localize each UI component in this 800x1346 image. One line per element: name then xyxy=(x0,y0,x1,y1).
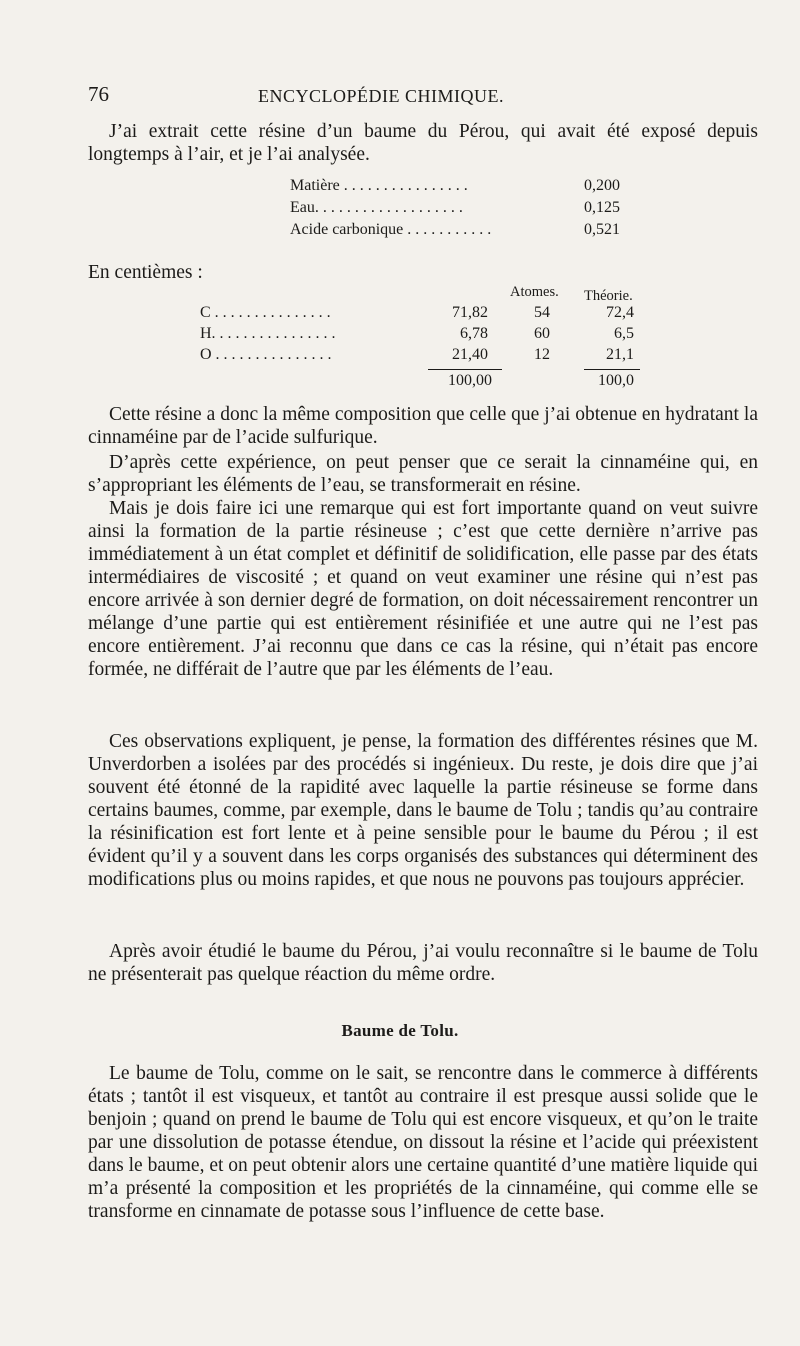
analysis-row-label: Eau. . . . . . . . . . . . . . . . . . . xyxy=(290,199,463,216)
column-header-theory: Théorie. xyxy=(584,288,633,304)
element-label: O . . . . . . . . . . . . . . . xyxy=(200,346,332,363)
found-value: 71,82 xyxy=(452,304,488,321)
body-paragraph: D’après cette expérience, on peut penser que ce serait la cinnaméine qui, en s’appropriant les éléments de l’eau, se transformerait en résine. xyxy=(88,452,758,496)
element-label: H. . . . . . . . . . . . . . . . xyxy=(200,325,336,342)
composition-totals xyxy=(200,372,640,393)
running-title: ENCYCLOPÉDIE CHIMIQUE. xyxy=(258,86,504,106)
sum-rule xyxy=(584,369,640,370)
analysis-row-label: Acide carbonique . . . . . . . . . . . xyxy=(290,221,492,238)
found-value: 6,78 xyxy=(460,325,488,342)
section-heading: Baume de Tolu. xyxy=(341,1021,459,1040)
body-paragraph: Après avoir étudié le baume du Pérou, j’ai voulu reconnaître si le baume de Tolu ne présenterait pas quelque réaction du même ordre. xyxy=(88,941,758,985)
analysis-row xyxy=(290,221,620,243)
composition-row xyxy=(200,325,640,346)
theory-value: 21,1 xyxy=(606,346,634,363)
atoms-value: 54 xyxy=(534,304,550,321)
body-paragraph: Mais je dois faire ici une remarque qui est fort importante quand on veut suivre ainsi la formation de la partie résineuse ; c’est que cette dernière n’arrive pas immédiatement à un état complet et définitif de solidification, elle passe par des états intermédiaires de viscosité ; et quand on veut examiner une résine qui n’est pas encore arrivée à son dernier degré de formation, on doit nécessairement rencontrer un mélange d’une partie qui est entièrement résinifiée et une autre qui ne l’est pas encore entièrement. J’ai reconnu que dans ce cas la résine, qui n’était pas encore formée, ne différait de l’autre que par les éléments de l’eau. xyxy=(88,498,758,680)
percent-label: En centièmes : xyxy=(88,262,203,283)
analysis-row-value: 0,200 xyxy=(584,177,620,194)
analysis-table xyxy=(290,177,620,247)
found-value: 21,40 xyxy=(452,346,488,363)
theory-value: 6,5 xyxy=(614,325,634,342)
analysis-row xyxy=(290,177,620,199)
analysis-row-label: Matière . . . . . . . . . . . . . . . . xyxy=(290,177,468,194)
body-paragraph: Cette résine a donc la même composition que celle que j’ai obtenue en hydratant la cinnaméine par de l’acide sulfurique. xyxy=(88,404,758,448)
element-label: C . . . . . . . . . . . . . . . xyxy=(200,304,331,321)
analysis-row xyxy=(290,199,620,221)
composition-table xyxy=(200,284,640,394)
sum-rule xyxy=(428,369,502,370)
composition-row xyxy=(200,304,640,325)
composition-row xyxy=(200,346,640,367)
analysis-row-value: 0,521 xyxy=(584,221,620,238)
page-number: 76 xyxy=(88,82,109,106)
atoms-value: 60 xyxy=(534,325,550,342)
column-header-atoms: Atomes. xyxy=(510,284,559,300)
found-total: 100,00 xyxy=(448,372,492,389)
theory-value: 72,4 xyxy=(606,304,634,321)
atoms-value: 12 xyxy=(534,346,550,363)
theory-total: 100,0 xyxy=(598,372,634,389)
intro-paragraph: J’ai extrait cette résine d’un baume du Pérou, qui avait été exposé depuis longtemps à l’air, et je l’ai analysée. xyxy=(88,121,758,165)
body-paragraph: Le baume de Tolu, comme on le sait, se rencontre dans le commerce à différents états ; tantôt il est visqueux, et tantôt au contraire il est presque aussi solide que le benjoin ; quand on prend le baume de Tolu qui est encore visqueux, et qu’on le traite par une dissolution de potasse étendue, on dissout la résine et l’acide qui préexistent dans le baume, et on peut obtenir alors une certaine quantité d’une matière liquide qui m’a présenté la composition et les propriétés de la cinnaméine, qui comme elle se transforme en cinnamate de potasse sous l’influence de cette base. xyxy=(88,1063,758,1222)
analysis-row-value: 0,125 xyxy=(584,199,620,216)
body-paragraph: Ces observations expliquent, je pense, la formation des différentes résines que M. Unverdorben a isolées par des procédés si ingénieux. Du reste, je dois dire que j’ai souvent été étonné de la rapidité avec laquelle la partie résineuse se forme dans certains baumes, comme, par exemple, dans le baume de Tolu ; tandis qu’au contraire la résinification est fort lente et à peine sensible pour le baume du Pérou ; il est évident qu’il y a souvent dans les corps organisés des substances qui déterminent des modifications plus ou moins rapides, et que nous ne pouvons pas toujours apprécier. xyxy=(88,731,758,890)
